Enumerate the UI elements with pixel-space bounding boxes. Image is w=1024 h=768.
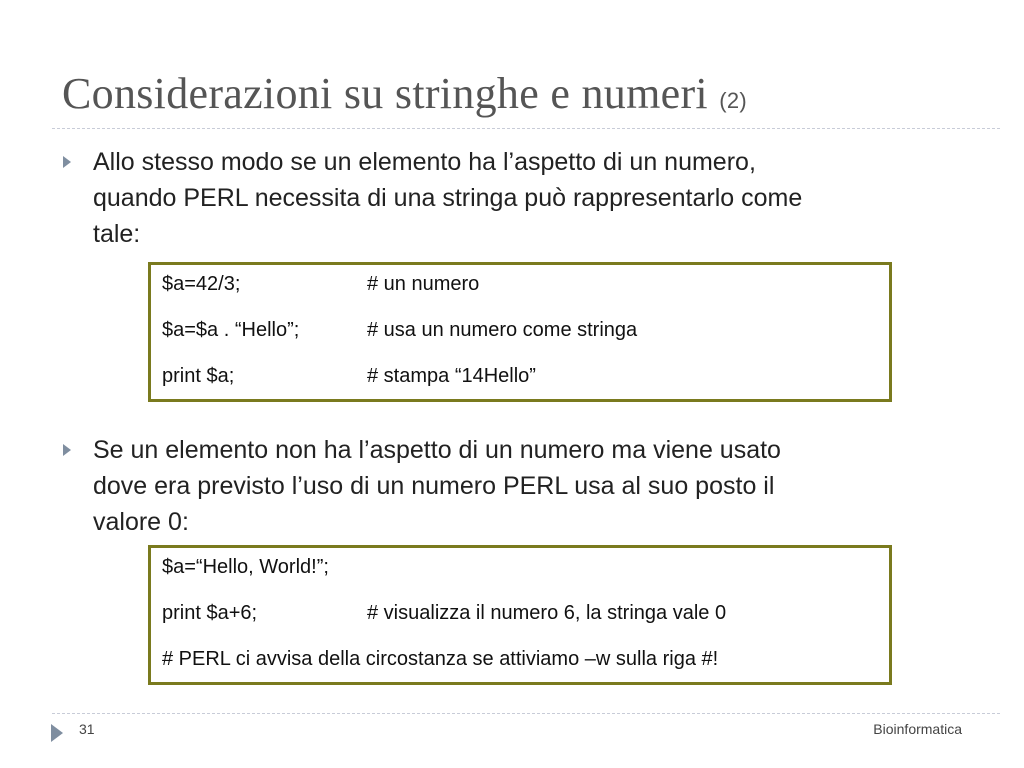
code-comment: # stampa “14Hello” [367,365,536,387]
page-number: 31 [79,721,95,737]
code-text: $a=“Hello, World!”; [162,556,329,578]
code-row [162,273,480,296]
bullet-line: quando PERL necessita di una stringa può rappresentarlo come [93,184,803,212]
bullet-line: tale: [93,220,141,248]
code-row [162,648,718,671]
code-row [162,365,536,388]
code-comment: # usa un numero come stringa [367,319,638,341]
bullet-arrow-icon [62,156,72,168]
bullet-line: valore 0: [93,508,189,536]
code-row [162,556,329,579]
slide-title-text: Considerazioni su stringhe e numeri [62,69,708,118]
title-divider [52,128,1000,129]
code-text: # PERL ci avvisa della circostanza se attiviamo –w sulla riga #! [162,648,719,670]
code-box-2 [148,545,892,685]
code-row [162,602,727,625]
code-comment: # visualizza il numero 6, la stringa vale 0 [367,602,727,624]
code-text: $a=42/3; [162,273,241,295]
code-text: $a=$a . “Hello”; [162,319,300,341]
slide-title [62,68,747,119]
footer-arrow-icon [50,724,64,747]
code-comment: # un numero [367,273,480,295]
bullet-line: Se un elemento non ha l’aspetto di un numero ma viene usato [93,436,781,464]
bullet-arrow-icon [62,444,72,456]
bullet-line: dove era previsto l’uso di un numero PERL usa al suo posto il [93,472,775,500]
code-row [162,319,638,342]
slide-title-suffix: (2) [719,88,748,113]
footer-divider [52,713,1000,714]
bullet-line: Allo stesso modo se un elemento ha l’aspetto di un numero, [93,148,756,176]
code-text: print $a; [162,365,235,387]
code-text: print $a+6; [162,602,258,624]
bullet-text-2 [93,432,953,540]
bullet-text-1 [93,144,953,252]
code-box-1 [148,262,892,402]
footer-course-title: Bioinformatica [873,721,962,737]
